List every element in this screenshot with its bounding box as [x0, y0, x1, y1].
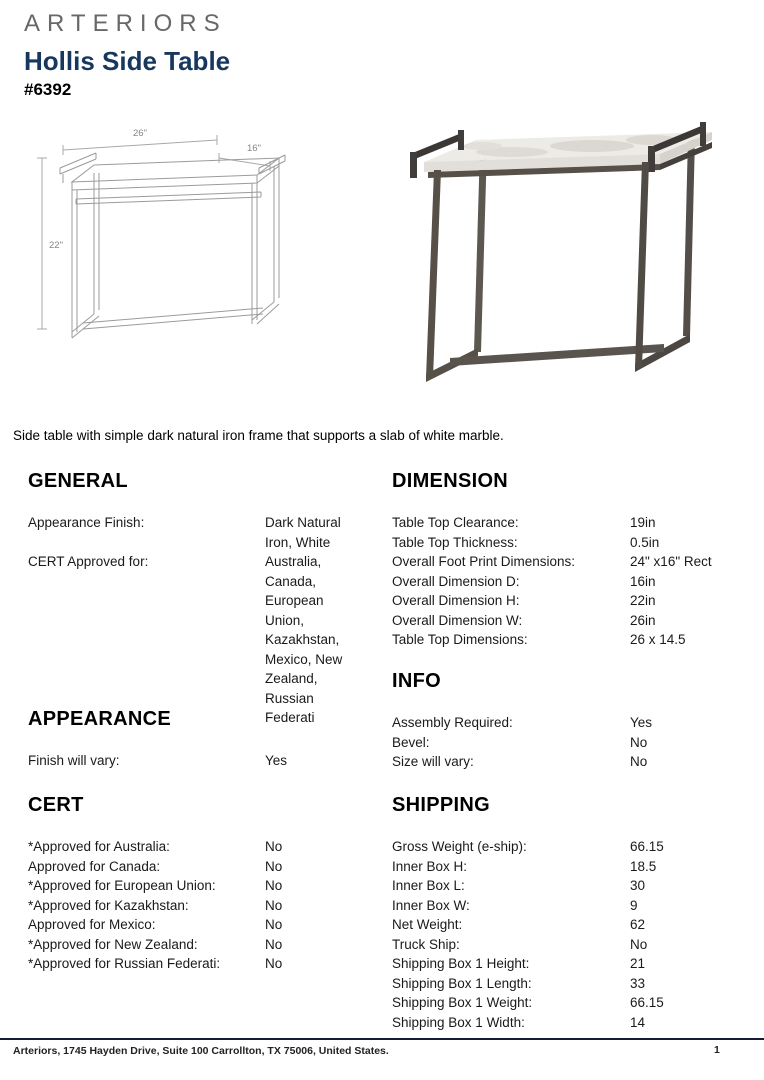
spec-row [392, 591, 760, 611]
spec-label: *Approved for Kazakhstan: [28, 897, 189, 913]
spec-value: No [630, 936, 648, 952]
spec-label: Gross Weight (e-ship): [392, 839, 527, 854]
spec-value: 26 x 14.5 [630, 632, 686, 647]
spec-row [28, 857, 380, 877]
spec-label: Overall Dimension H: [392, 593, 520, 608]
spec-row [392, 513, 760, 533]
spec-value: 62 [630, 917, 646, 932]
spec-value: No [265, 858, 283, 874]
product-photo-image [392, 106, 724, 406]
spec-label: Bevel: [392, 734, 430, 750]
spec-label: Net Weight: [392, 917, 463, 932]
spec-value: 0.5in [630, 534, 660, 550]
spec-label: Inner Box H: [392, 858, 468, 874]
spec-label: Table Top Dimensions: [392, 632, 528, 647]
section-heading-info: INFO [392, 670, 441, 692]
photo-front-right-leg [635, 162, 649, 368]
spec-row [28, 751, 380, 771]
spec-row [392, 572, 760, 592]
spec-label: Shipping Box 1 Length: [392, 975, 532, 991]
general-rows [28, 513, 380, 728]
section-cert [28, 792, 380, 974]
product-title: Hollis Side Table [24, 46, 231, 76]
spec-row [392, 552, 760, 572]
spec-value: No [265, 936, 283, 952]
spec-value: 33 [630, 975, 646, 991]
shipping-rows [392, 837, 760, 1032]
spec-row [28, 513, 380, 552]
table-line-drawing-image [30, 112, 300, 352]
spec-row [392, 713, 760, 733]
spec-value: 18.5 [630, 858, 657, 874]
brand-logo: ARTERIORS [24, 10, 227, 37]
spec-row [392, 876, 760, 896]
section-general [28, 468, 380, 728]
spec-label: *Approved for European Union: [28, 878, 216, 893]
spec-label: Approved for Mexico: [28, 917, 156, 932]
dimension-label-width: 26" [133, 128, 147, 139]
footer-divider [0, 1038, 764, 1040]
product-sku: #6392 [24, 80, 72, 99]
spec-value: 30 [630, 878, 646, 893]
spec-label: *Approved for Australia: [28, 839, 170, 854]
spec-row [392, 611, 760, 631]
spec-row [392, 837, 760, 857]
spec-label: Inner Box W: [392, 897, 470, 913]
spec-label: Overall Dimension W: [392, 612, 523, 628]
spec-value: No [265, 897, 283, 913]
spec-label: *Approved for New Zealand: [28, 936, 198, 952]
spec-row [28, 954, 380, 974]
product-description: Side table with simple dark natural iron frame that supports a slab of white marble. [13, 428, 504, 443]
spec-value: 19in [630, 515, 656, 530]
section-heading-general: GENERAL [28, 470, 128, 492]
spec-row [28, 935, 380, 955]
footer-address: Arteriors, 1745 Hayden Drive, Suite 100 Carrollton, TX 75006, United States. [13, 1045, 389, 1057]
section-shipping [392, 792, 760, 1032]
spec-row [392, 630, 760, 650]
spec-label: Table Top Clearance: [392, 515, 519, 530]
spec-label: Shipping Box 1 Height: [392, 956, 530, 971]
spec-row [392, 533, 760, 553]
spec-label: CERT Approved for: [28, 554, 149, 569]
spec-value: 26in [630, 612, 656, 628]
spec-label: Size will vary: [392, 754, 474, 769]
spec-label: Shipping Box 1 Width: [392, 1014, 525, 1030]
spec-row [392, 752, 760, 772]
spec-value: Yes [630, 715, 653, 730]
spec-value: 66.15 [630, 839, 664, 854]
section-heading-shipping: SHIPPING [392, 794, 490, 816]
spec-row [392, 1013, 760, 1033]
appearance-rows [28, 751, 380, 771]
spec-label: Inner Box L: [392, 878, 465, 893]
section-appearance [28, 706, 380, 771]
spec-value: 16in [630, 573, 656, 589]
spec-value: Dark Natural Iron, White [265, 515, 341, 550]
spec-row [392, 896, 760, 916]
spec-row [392, 733, 760, 753]
cert-rows [28, 837, 380, 974]
spec-value: No [265, 917, 283, 932]
spec-value: No [630, 734, 648, 750]
spec-value: 22in [630, 593, 656, 608]
spec-row [28, 837, 380, 857]
spec-label: Approved for Canada: [28, 858, 161, 874]
section-info [392, 668, 760, 772]
spec-row [392, 935, 760, 955]
spec-label: Overall Foot Print Dimensions: [392, 554, 576, 569]
dimension-rows [392, 513, 760, 650]
spec-value: Yes [265, 753, 288, 768]
spec-label: Assembly Required: [392, 715, 513, 730]
section-dimension [392, 468, 760, 650]
spec-value: 24" x16" Rect [630, 554, 712, 569]
photo-back-right-leg [683, 138, 695, 336]
photo-front-left-leg [426, 170, 441, 378]
spec-row [28, 876, 380, 896]
spec-value: 66.15 [630, 995, 664, 1010]
photo-back-left-leg [474, 146, 487, 352]
spec-label: Appearance Finish: [28, 515, 145, 530]
page-number: 1 [714, 1044, 720, 1056]
spec-row [28, 896, 380, 916]
spec-value: Australia, Canada, European Union, Kazakhstan, Mexico, New Zealand, Russian Federati [265, 554, 343, 725]
info-rows [392, 713, 760, 772]
spec-value: No [630, 754, 648, 769]
section-heading-appearance: APPEARANCE [28, 708, 172, 730]
spec-value: No [265, 956, 283, 971]
spec-row [392, 954, 760, 974]
spec-row [392, 915, 760, 935]
spec-row [392, 857, 760, 877]
spec-value: No [265, 839, 283, 854]
spec-value: 21 [630, 956, 646, 971]
spec-row [392, 993, 760, 1013]
spec-label: Truck Ship: [392, 936, 460, 952]
dimension-label-depth: 16" [247, 143, 261, 154]
section-heading-cert: CERT [28, 794, 84, 816]
spec-value: 9 [630, 897, 638, 913]
spec-label: Table Top Thickness: [392, 534, 518, 550]
spec-label: Finish will vary: [28, 753, 120, 768]
spec-row [28, 552, 380, 728]
dimension-label-height: 22" [49, 240, 63, 251]
spec-label: *Approved for Russian Federati: [28, 956, 221, 971]
section-heading-dimension: DIMENSION [392, 470, 509, 492]
spec-label: Overall Dimension D: [392, 573, 520, 589]
spec-value: 14 [630, 1014, 646, 1030]
spec-row [392, 974, 760, 994]
spec-row [28, 915, 380, 935]
spec-value: No [265, 878, 283, 893]
spec-label: Shipping Box 1 Weight: [392, 995, 533, 1010]
